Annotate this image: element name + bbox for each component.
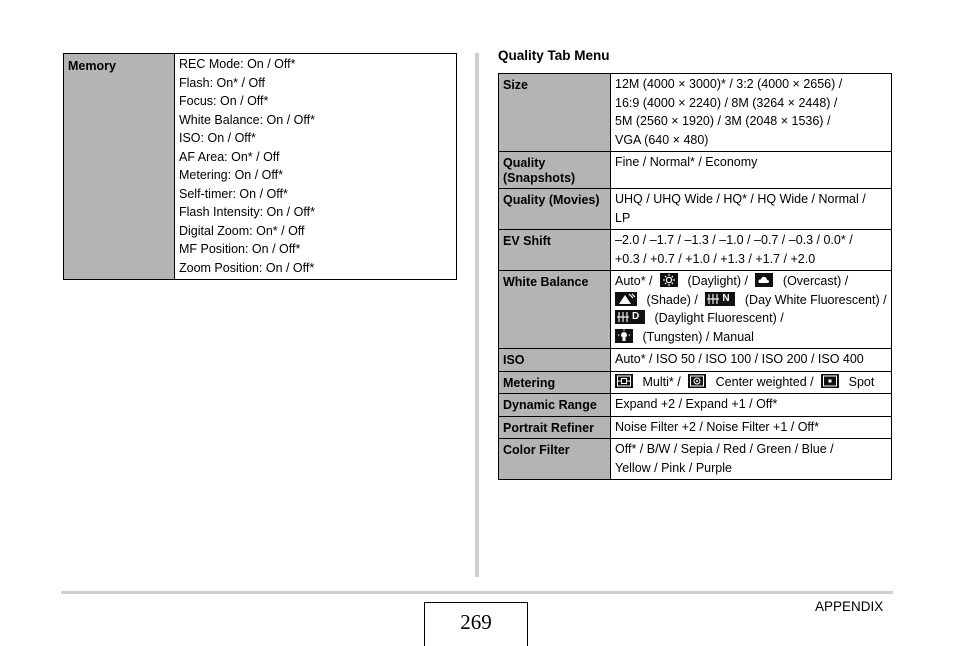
wb-daylight-fluorescent: (Daylight Fluorescent) / xyxy=(654,311,784,325)
dynamic-range-value: Expand +2 / Expand +1 / Off* xyxy=(611,394,892,417)
icon-letter: N xyxy=(722,292,730,304)
table-row xyxy=(499,74,892,152)
list-item: Flash: On* / Off xyxy=(179,75,265,90)
metering-center: Center weighted / xyxy=(715,374,814,389)
white-balance-value xyxy=(611,271,892,349)
wb-auto: Auto* / xyxy=(615,274,653,288)
value-line xyxy=(615,291,887,310)
memory-table xyxy=(63,53,457,280)
tungsten-icon xyxy=(615,329,633,343)
list-item: ISO: On / Off* xyxy=(179,131,256,145)
value-line: –2.0 / –1.7 / –1.3 / –1.0 / –0.7 / –0.3 / 0.0* / xyxy=(615,233,853,247)
spot-metering-icon xyxy=(821,374,839,388)
table-row xyxy=(499,349,892,372)
value-line: Yellow / Pink / Purple xyxy=(615,460,732,475)
day-white-fluorescent-icon xyxy=(705,292,735,306)
quality-table xyxy=(498,73,892,480)
color-filter-value xyxy=(611,439,892,480)
multi-metering-icon xyxy=(615,374,633,388)
table-row xyxy=(499,189,892,230)
size-line: 16:9 (4000 × 2240) / 8M (3264 × 2448) / xyxy=(615,95,838,110)
quality-snapshots-value: Fine / Normal* / Economy xyxy=(611,152,892,189)
section-title: Quality Tab Menu xyxy=(498,48,610,63)
metering-spot: Spot xyxy=(848,374,875,389)
memory-label: Memory xyxy=(64,54,175,280)
value-line: LP xyxy=(615,210,631,225)
table-row xyxy=(499,371,892,394)
list-item: Zoom Position: On / Off* xyxy=(179,260,315,275)
value-line xyxy=(615,373,887,392)
size-line: 5M (2560 × 1920) / 3M (2048 × 1536) / xyxy=(615,114,831,128)
list-item: Flash Intensity: On / Off* xyxy=(179,205,315,219)
table-row xyxy=(499,230,892,271)
daylight-fluorescent-icon xyxy=(615,310,645,324)
label-line: (Snapshots) xyxy=(503,171,576,185)
table-row xyxy=(64,54,457,280)
footer-rule xyxy=(61,591,893,594)
section-label: APPENDIX xyxy=(815,599,884,614)
list-item: White Balance: On / Off* xyxy=(179,112,315,127)
dynamic-range-label: Dynamic Range xyxy=(499,394,611,417)
overcast-icon xyxy=(755,273,773,287)
value-line xyxy=(615,272,887,291)
wb-tungsten: (Tungsten) / Manual xyxy=(642,329,754,344)
icon-letter: D xyxy=(632,311,640,322)
daylight-icon xyxy=(660,273,678,287)
size-line: VGA (640 × 480) xyxy=(615,132,709,147)
table-row xyxy=(499,152,892,189)
label-line: Quality xyxy=(503,156,546,170)
quality-movies-label: Quality (Movies) xyxy=(499,189,611,230)
wb-shade: (Shade) / xyxy=(646,292,698,307)
center-weighted-icon xyxy=(688,374,706,388)
metering-multi: Multi* / xyxy=(642,374,681,389)
value-line: UHQ / UHQ Wide / HQ* / HQ Wide / Normal / xyxy=(615,192,866,206)
metering-value xyxy=(611,371,892,394)
size-line: 12M (4000 × 3000)* / 3:2 (4000 × 2656) / xyxy=(615,77,843,91)
value-line xyxy=(615,328,887,347)
iso-label: ISO xyxy=(499,349,611,372)
metering-label: Metering xyxy=(499,371,611,394)
iso-value: Auto* / ISO 50 / ISO 100 / ISO 200 / ISO 400 xyxy=(611,349,892,372)
column-divider xyxy=(475,53,479,577)
portrait-refiner-label: Portrait Refiner xyxy=(499,416,611,439)
wb-overcast: (Overcast) / xyxy=(782,274,849,288)
table-row xyxy=(499,271,892,349)
table-row xyxy=(499,416,892,439)
quality-movies-value xyxy=(611,189,892,230)
wb-daylight: (Daylight) / xyxy=(687,274,748,288)
size-label: Size xyxy=(499,74,611,152)
white-balance-label: White Balance xyxy=(499,271,611,349)
list-item: Focus: On / Off* xyxy=(179,94,269,108)
table-row xyxy=(499,439,892,480)
list-item: MF Position: On / Off* xyxy=(179,242,301,256)
quality-snapshots-label xyxy=(499,152,611,189)
memory-items xyxy=(175,54,457,280)
list-item: Digital Zoom: On* / Off xyxy=(179,223,305,238)
shade-icon xyxy=(615,292,637,306)
list-item: AF Area: On* / Off xyxy=(179,149,280,164)
page-number: 269 xyxy=(424,602,528,646)
value-line: +0.3 / +0.7 / +1.0 / +1.3 / +1.7 / +2.0 xyxy=(615,251,816,266)
value-line: Off* / B/W / Sepia / Red / Green / Blue / xyxy=(615,442,834,456)
table-row xyxy=(499,394,892,417)
list-item: Metering: On / Off* xyxy=(179,168,283,182)
size-value xyxy=(611,74,892,152)
ev-shift-label: EV Shift xyxy=(499,230,611,271)
wb-day-white: (Day White Fluorescent) / xyxy=(744,292,887,307)
list-item: REC Mode: On / Off* xyxy=(179,57,296,71)
color-filter-label: Color Filter xyxy=(499,439,611,480)
list-item: Self-timer: On / Off* xyxy=(179,186,288,201)
ev-shift-value xyxy=(611,230,892,271)
value-line xyxy=(615,309,887,328)
portrait-refiner-value: Noise Filter +2 / Noise Filter +1 / Off* xyxy=(611,416,892,439)
